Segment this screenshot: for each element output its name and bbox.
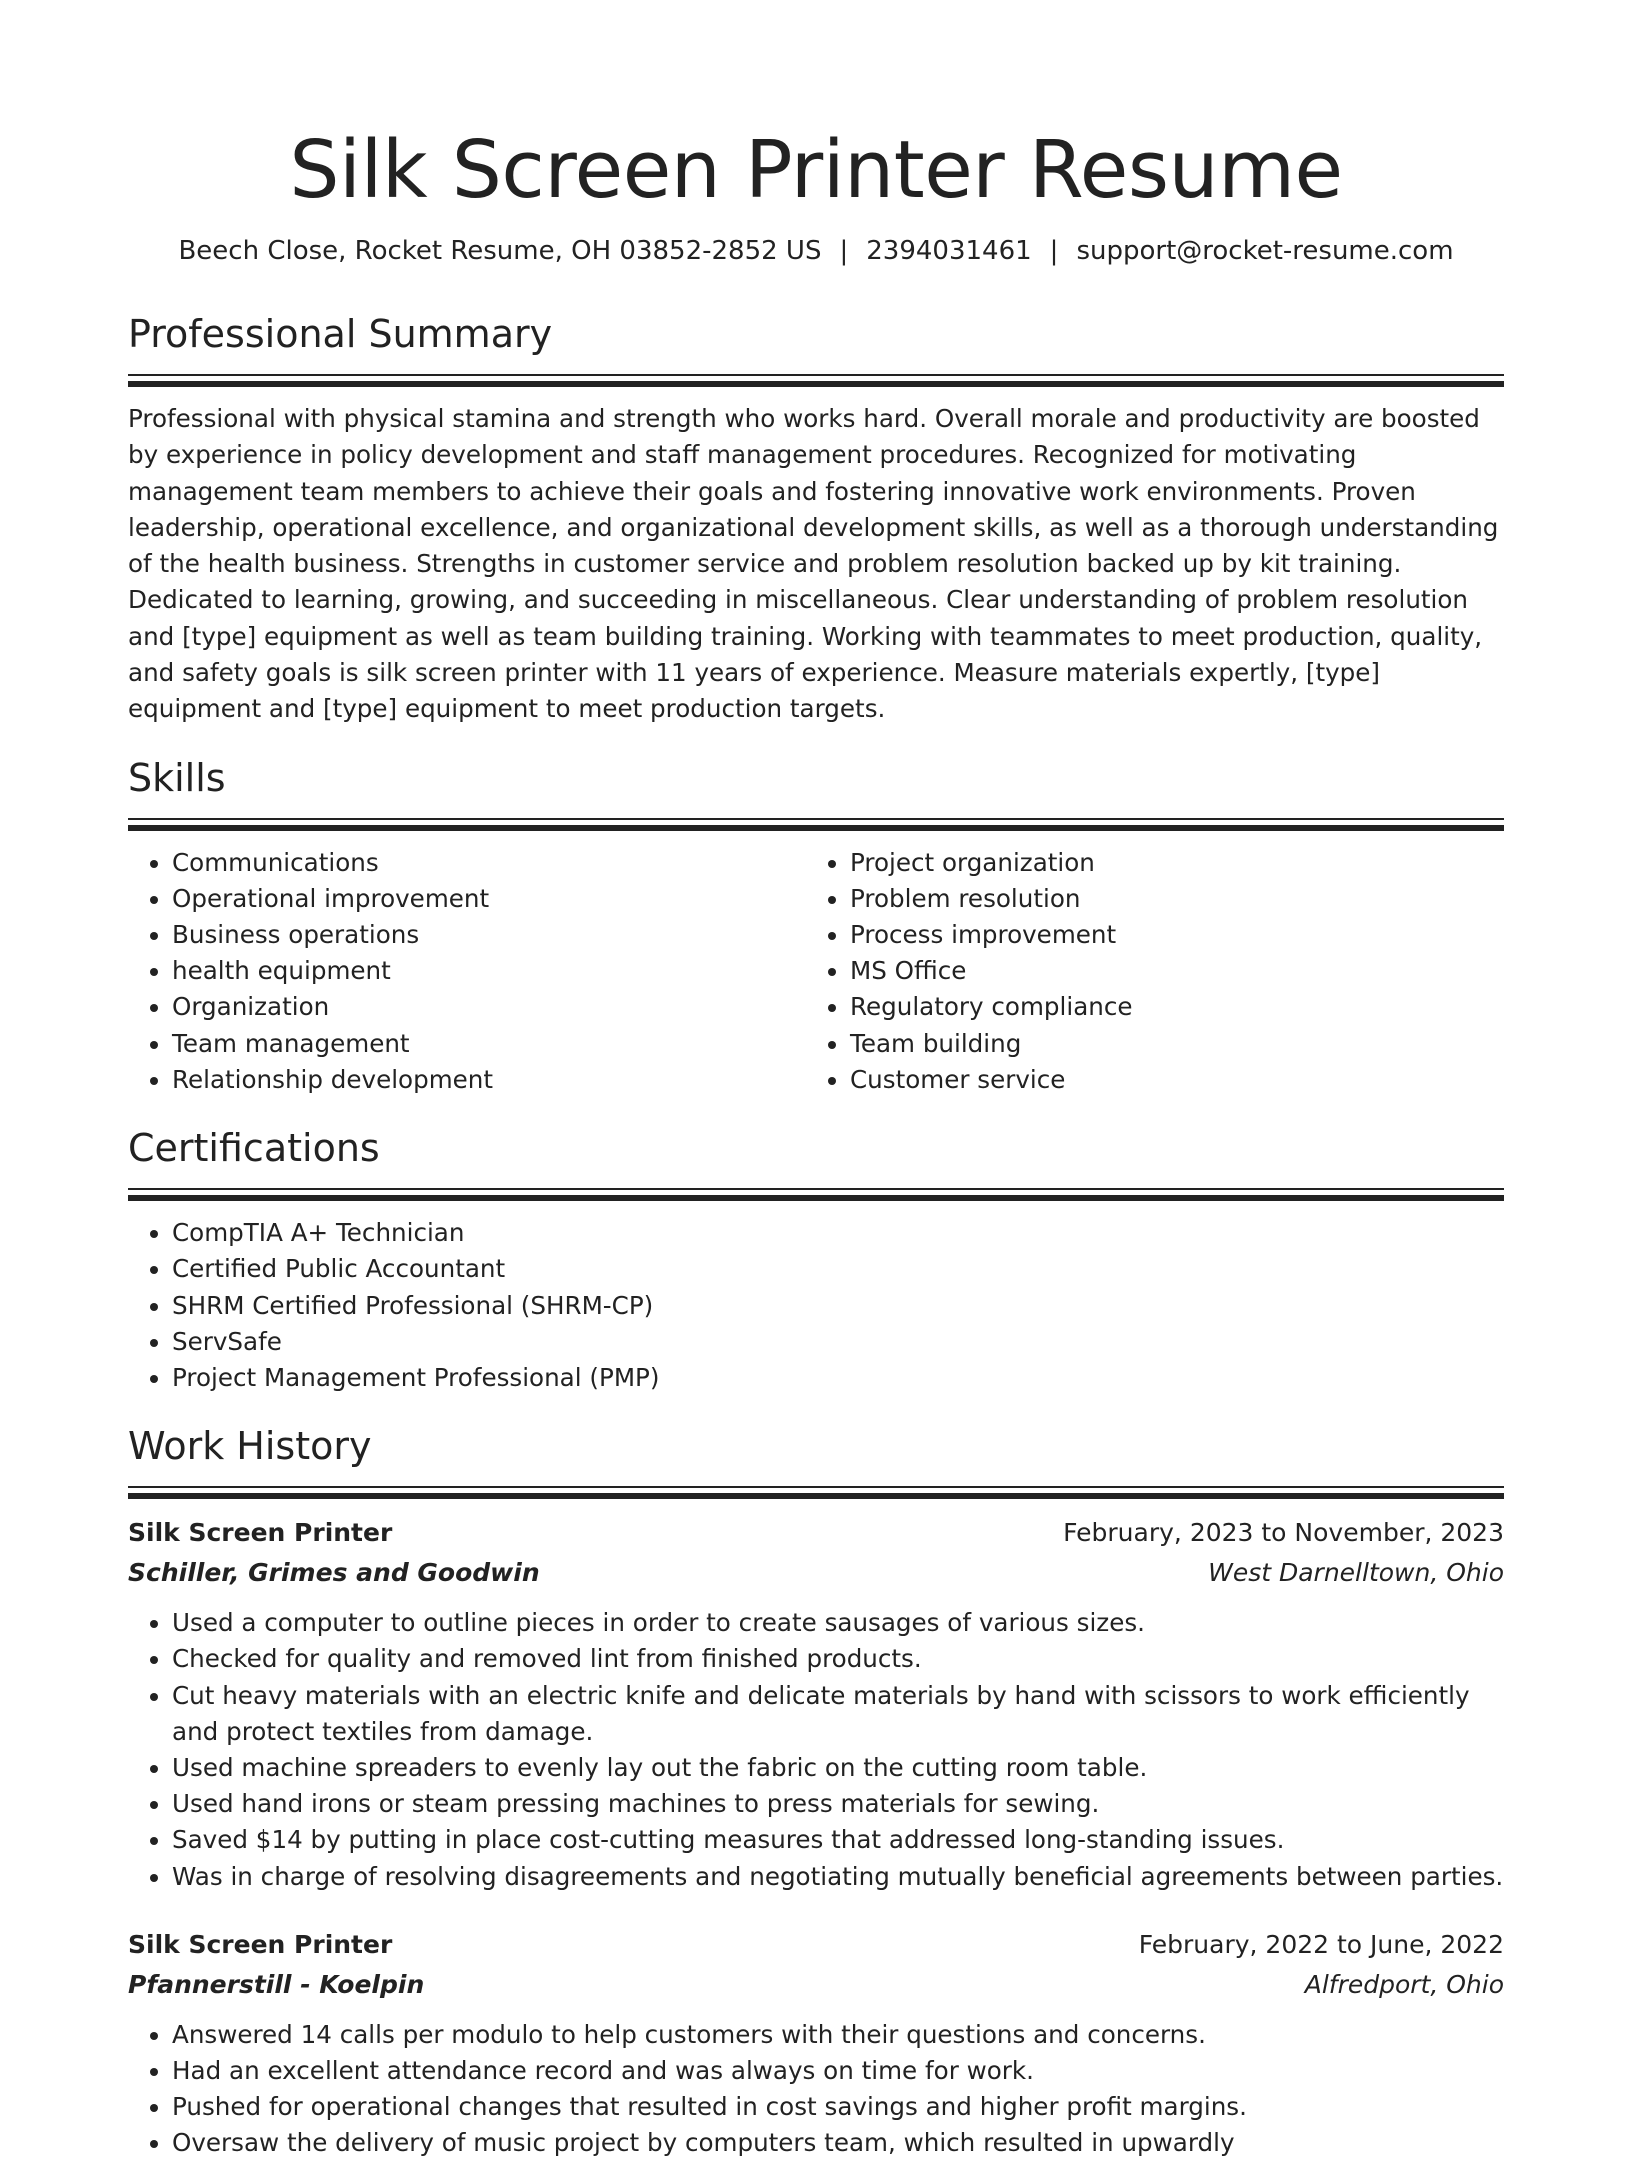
section-heading-skills: Skills [128,755,226,800]
section-heading-work-history: Work History [128,1424,372,1469]
job-header [128,1513,1504,1553]
job-bullet-list [128,2017,1504,2162]
job-company: Schiller, Grimes and Goodwin [128,1558,540,1588]
section-divider [128,374,1504,387]
job-bullet: • Checked for quality and removed lint from finished products. [172,1641,1504,1677]
certification-item: • Certified Public Accountant [172,1251,1504,1287]
job-entry [128,1925,1504,2162]
summary-text: Professional with physical stamina and strength who works hard. Overall morale and productivity are boosted by experience in policy development and staff management procedures. Recognized for motivating management team members to achieve their goals and fostering innovative work environments. Proven leadership, operational excellence, and organizational development skills, as well as a thorough understanding of the health business. Strengths in customer service and problem resolution backed up by kit training. Dedicated to learning, growing, and succeeding in miscellaneous. Clear understanding of problem resolution and [type] equipment as well as team building training. Working with teammates to meet production, quality, and safety goals is silk screen printer with 11 years of experience. Measure materials expertly, [type] equipment and [type] equipment to meet production targets. [128,404,1499,724]
skill-item: • Regulatory compliance [850,989,1484,1025]
job-bullet: • Saved $14 by putting in place cost-cutting measures that addressed long-standing issues. [172,1822,1504,1858]
certification-item: • CompTIA A+ Technician [172,1215,1504,1251]
skill-item: • Process improvement [850,917,1484,953]
summary-section [128,310,1504,728]
skills-list-left [128,845,806,1098]
contact-address: Beech Close, Rocket Resume, OH 03852-2852 US [178,236,822,266]
certifications-section [128,1124,1504,1396]
contact-phone: 2394031461 [866,236,1032,266]
certification-item: • SHRM Certified Professional (SHRM-CP) [172,1288,1504,1324]
job-bullet: • Used hand irons or steam pressing machines to press materials for sewing. [172,1786,1504,1822]
job-location: West Darnelltown, Ohio [1208,1558,1504,1588]
skill-item: • Organization [172,989,806,1025]
contact-separator: | [839,236,849,266]
skills-columns [128,845,1504,1098]
skill-item: • Relationship development [172,1062,806,1098]
certifications-list [128,1215,1504,1396]
job-dates: February, 2023 to November, 2023 [1063,1518,1504,1548]
job-bullet: • Used machine spreaders to evenly lay out the fabric on the cutting room table. [172,1750,1504,1786]
job-bullet-list [128,1605,1504,1895]
skill-item: • Customer service [850,1062,1484,1098]
job-bullet: • Used a computer to outline pieces in order to create sausages of various sizes. [172,1605,1504,1641]
contact-separator: | [1049,236,1059,266]
job-company: Pfannerstill - Koelpin [128,1969,425,1999]
work-history-section [128,1422,1504,2161]
job-bullet: • Was in charge of resolving disagreements and negotiating mutually beneficial agreements between parties. [172,1859,1504,1895]
section-heading-certifications: Certifications [128,1126,380,1171]
job-title: Silk Screen Printer [128,1518,393,1548]
job-subheader [128,1553,1504,1593]
skill-item: • Project organization [850,845,1484,881]
skills-section [128,754,1504,1098]
job-title: Silk Screen Printer [128,1929,393,1959]
section-divider [128,1486,1504,1499]
resume-title: Silk Screen Printer Resume [289,124,1343,216]
contact-email: support@rocket-resume.com [1076,236,1454,266]
skill-item: • Communications [172,845,806,881]
job-location: Alfredport, Ohio [1304,1969,1504,1999]
skill-item: • Operational improvement [172,881,806,917]
job-header [128,1925,1504,1965]
skill-item: • Business operations [172,917,806,953]
skill-item: • health equipment [172,953,806,989]
certification-item: • ServSafe [172,1324,1504,1360]
job-bullet: • Oversaw the delivery of music project by computers team, which resulted in upwardly [172,2125,1504,2161]
section-divider [128,818,1504,831]
resume-page [128,0,1504,2162]
job-entry [128,1513,1504,1895]
job-bullet: • Cut heavy materials with an electric knife and delicate materials by hand with scissors to work efficiently and protect textiles from damage. [172,1678,1504,1750]
job-subheader [128,1965,1504,2005]
job-bullet: • Had an excellent attendance record and was always on time for work. [172,2053,1504,2089]
job-dates: February, 2022 to June, 2022 [1138,1929,1504,1959]
section-heading-summary: Professional Summary [128,312,553,356]
skills-list-right [806,845,1484,1098]
skill-item: • Problem resolution [850,881,1484,917]
section-divider [128,1188,1504,1201]
skill-item: • Team management [172,1026,806,1062]
certification-item: • Project Management Professional (PMP) [172,1360,1504,1396]
skill-item: • MS Office [850,953,1484,989]
job-bullet: • Pushed for operational changes that resulted in cost savings and higher profit margins. [172,2089,1504,2125]
job-bullet: • Answered 14 calls per modulo to help customers with their questions and concerns. [172,2017,1504,2053]
contact-line [128,234,1504,268]
skill-item: • Team building [850,1026,1484,1062]
